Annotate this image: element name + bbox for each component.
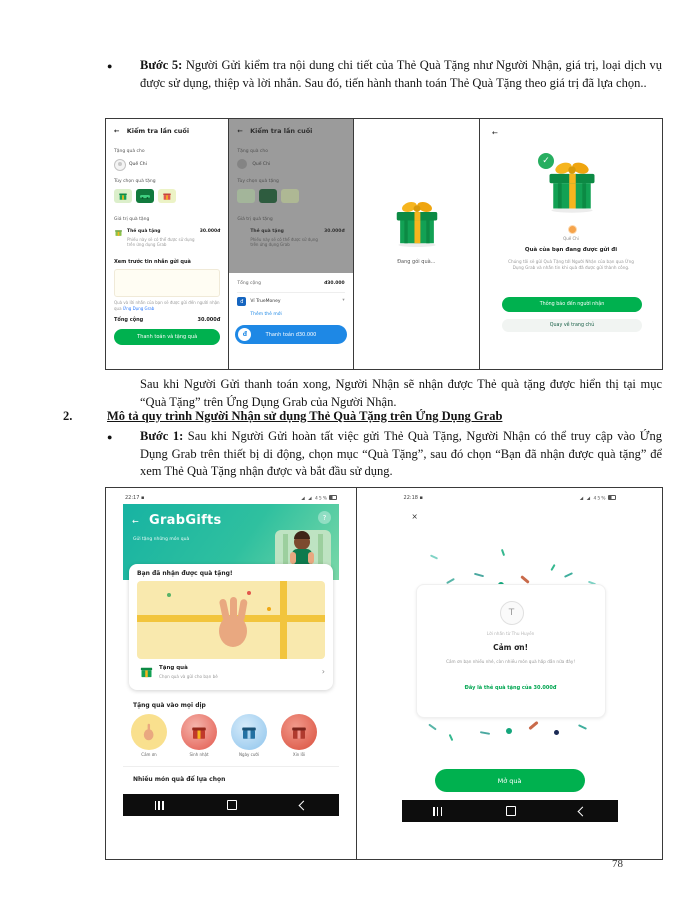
terms-note [114,300,220,311]
confetti-piece [564,572,573,578]
gift-thumbnail-dim [259,189,277,203]
gift-hand-illustration [137,581,325,659]
gift-thumbnail-1[interactable] [114,189,132,203]
sent-description: Chúng tôi sẽ gửi Quà Tặng tới Người Nhận của bạn qua Ứng Dụng Grab và nhắn tin khi quà đã được gửi thành công. [508,259,634,271]
confetti-piece [506,728,512,734]
home-icon[interactable] [227,800,237,810]
occasion-item-birthday[interactable] [181,714,217,757]
phone-gift-message [402,494,618,839]
status-time: 22:17 ▪ [125,495,145,501]
status-icons: ◢ ◢ 45% [301,495,337,501]
divider [237,292,344,293]
recipient-avatar [114,159,126,171]
give-to-label-dim: Tặng quà cho [237,149,268,154]
gift-card-price-dim: 30.000đ [324,229,345,234]
android-nav-bar [402,800,618,822]
gift-icon [118,191,128,201]
back-nav-icon[interactable] [577,806,587,816]
wallet-badge: đ [240,298,244,305]
screen-payment [229,119,353,369]
gift-card-note: Phiếu này sẽ có thể được sử dụng trên ứng dụng Grab [127,237,195,248]
open-gift-button[interactable] [435,769,585,792]
confetti-piece [167,593,171,597]
recipient-name: Quế Chi [129,162,147,167]
chevron-down-icon: ▾ [342,298,345,303]
help-icon[interactable]: ? [318,511,331,524]
step5-paragraph [140,57,662,92]
give-gift-row-title: Tặng quà [159,665,188,671]
confetti-piece [528,721,538,730]
gift-card-price: 30.000đ [199,229,221,234]
checkout-header-dim [237,127,312,135]
screen-gift-message [357,488,662,859]
status-icons: ◢ ◢ 45% [580,495,616,501]
screen-checkout [106,119,229,369]
battery-percent: 45% [593,496,607,502]
gift-message-card [416,584,606,718]
gift-option-thumbnails [114,189,176,203]
occasion-label: Cảm ơn [141,752,157,757]
terms-text: Quà và lời nhắn của bạn sẽ được gửi đến người nhận qua [114,300,220,311]
phone-grabgifts [123,494,339,834]
gift-icon [290,723,308,741]
back-home-button-label: Quay về trang chủ [549,323,595,328]
give-to-label: Tặng quà cho [114,149,145,154]
confetti-piece [267,607,271,611]
confetti-piece [550,564,555,571]
gift-thumbnail-3[interactable] [158,189,176,203]
more-gifts-title: Nhiều món quà để lựa chọn [133,776,226,783]
back-arrow-icon[interactable]: ← [114,127,120,135]
total-label: Tổng cộng [114,317,144,323]
confetti-piece [554,730,559,735]
list-bullet: ● [107,432,113,442]
confetti-piece [578,724,587,730]
pay-total-label: Tổng cộng [237,281,261,286]
section-heading: Mô tả quy trình Người Nhận sử dụng Thẻ Quà Tặng trên Ứng Dụng Grab [107,409,503,423]
confetti-piece [428,724,437,731]
gift-box-illustration [390,197,444,249]
occasion-list [131,714,317,757]
checkout-title: Kiểm tra lần cuối [126,127,190,135]
page-number: 78 [612,858,623,870]
back-home-button[interactable] [502,319,642,332]
preview-label: Xem trước tin nhắn gửi quà [114,259,191,265]
screenshot-strip-step1 [105,487,663,860]
gift-thumbnail-dim [281,189,299,203]
step1-label: Bước 1: [140,429,184,443]
status-time: 22:18 ▪ [403,495,423,501]
section-number: 2. [63,409,73,423]
close-icon[interactable]: × [411,512,418,521]
occasion-label: Xin lỗi [292,752,306,757]
confetti-piece [500,549,504,556]
back-arrow-icon: ← [237,127,243,135]
recipient-name-dim: Quế Chi [252,162,271,167]
pay-and-gift-button[interactable] [114,329,220,345]
recipient-avatar-dim [237,159,247,169]
recents-icon[interactable] [433,807,442,816]
confetti-piece [473,573,483,578]
occasion-circle [231,714,267,750]
give-gift-row-subtitle: Chọn quà và gửi cho bạn bè [159,674,218,679]
confetti-piece [448,734,453,741]
back-arrow-icon[interactable]: ← [132,517,139,526]
gift-options-label: Tùy chọn quà tặng [114,179,156,184]
checkout-title-dim: Kiểm tra lần cuối [250,127,313,135]
gift-card-name-dim: Thẻ quà tặng [250,229,284,234]
gift-card-note-dim: Phiếu này sẽ có thể được sử dụng trên ứng dụng Grab [250,237,318,248]
step5-text: Người Gửi kiểm tra nội dung chi tiết của Thẻ Quà Tặng như Người Nhận, giá trị, loại dịch vụ được sử dụng, thiệp và lời nhắn. Sau đó, tiến hành thanh toán Thẻ Quà Tặng theo giá trị đã lựa chọn.. [140,58,662,90]
list-bullet: ● [107,61,113,71]
app-title: GrabGifts [149,513,222,528]
screen-wrapping [354,119,480,369]
hand-icon [211,597,257,649]
pay-coin-icon: đ [238,328,251,341]
gift-card-icon [114,228,123,237]
total-value: 30.000đ [197,317,221,323]
message-preview-box[interactable] [114,269,220,297]
notify-recipient-button[interactable] [502,297,642,312]
pay-blue-button-label: Thanh toán đ30.000 [265,331,317,338]
from-line: Lời nhắn từ Thu Huyền [486,631,535,636]
gift-value-line: Đây là thẻ quà tặng của 30.000đ [464,685,557,691]
step1-paragraph [140,428,662,481]
gift-value-label-dim: Giá trị quà tặng [237,217,273,222]
back-arrow-icon[interactable]: ← [491,129,498,137]
open-gift-button-label: Mở quà [497,776,522,785]
car-icon [139,192,151,200]
chevron-right-icon[interactable]: › [321,667,325,676]
after-table-paragraph: Sau khi Người Gửi thanh toán xong, Người Nhận sẽ nhận được Thẻ quà tặng được hiển thị tại mục “Quà Tặng” trên Ứng Dụng Grab của Người Nhận. [140,377,662,409]
step1-text: Sau khi Người Gửi hoàn tất việc gửi Thẻ Quà Tặng, Người Nhận có thể truy cập vào Ứng Dụng Grab trên thiết bị di động, chọn mục “Quà Tặng”, sau đó chọn “Bạn đã nhận được quà tặng” để xem Thẻ Quà Tặng nhận được và bắt đầu sử dụng. [140,429,662,478]
confetti-piece [429,554,437,559]
battery-percent: 45% [314,496,328,502]
sent-title: Quà của bạn đang được gửi đi [524,247,618,253]
check-icon: ✓ [536,151,556,171]
pay-and-gift-button-label: Thanh toán và tặng quà [137,334,198,340]
gift-card-name: Thẻ quà tặng [127,229,161,234]
pay-total-value: đ30.000 [324,281,345,286]
wallet-icon [237,297,246,306]
divider [123,766,339,767]
confetti-piece [247,591,251,595]
screen-grabgifts-home [106,488,357,859]
battery-icon [329,495,337,501]
checkout-header [114,127,189,135]
back-nav-icon[interactable] [299,800,309,810]
confetti-piece [479,731,489,735]
occasion-item-sorry[interactable] [281,714,317,757]
gift-sent-illustration [542,157,602,215]
add-card-link[interactable]: Thêm thẻ mới [250,312,282,317]
greeting-title: Cảm ơn! [493,643,528,652]
wrapping-caption: Đang gói quà... [397,259,436,265]
status-bar [125,494,337,502]
occasion-circle [181,714,217,750]
occasion-label: Ngày cưới [239,752,259,757]
screenshot-strip-step5 [105,118,663,370]
occasion-circle [281,714,317,750]
message-text: Cảm ơn bạn nhiều nhé, còn nhiều món quà hấp dẫn nữa đây! [446,659,576,664]
step5-label: Bước 5: [140,58,183,72]
occasion-item-thanks[interactable] [131,714,167,757]
gift-icon [139,664,154,679]
gift-icon [162,191,172,201]
android-nav-bar [123,794,339,816]
gift-icon [240,723,258,741]
notify-recipient-button-label: Thông báo đến người nhận [539,302,605,307]
payment-method-row[interactable]: Ví TrueMoney [250,299,281,304]
screen-sent [480,119,662,369]
received-gift-card[interactable] [129,564,333,690]
gift-thumbnail-2[interactable] [136,189,154,203]
confetti-piece [520,575,530,584]
recipient-chip-icon [568,225,577,234]
terms-link[interactable]: Ứng Dụng Grab [122,305,155,311]
recipient-chip-name: Quế Chi [563,236,579,241]
banner-title: Bạn đã nhận được quà tặng! [137,570,233,577]
occasions-title: Tặng quà vào mọi dịp [133,702,206,709]
recents-icon[interactable] [155,801,164,810]
battery-icon [608,495,616,501]
gift-thumbnail-dim [237,189,255,203]
hand-icon [140,723,158,741]
occasion-circle [131,714,167,750]
header-subtitle: Gửi tặng những món quà [133,537,190,542]
gift-option-thumbnails-dim [237,189,299,203]
sender-avatar: T [500,601,524,625]
gift-value-label: Giá trị quà tặng [114,217,150,222]
dim-overlay [229,119,352,273]
gift-icon [190,723,208,741]
pay-blue-button[interactable] [235,325,346,344]
gift-options-label-dim: Tùy chọn quà tặng [237,179,279,184]
occasion-label: Sinh nhật [189,752,209,757]
status-bar [404,494,616,502]
home-icon[interactable] [506,806,516,816]
occasion-item-wedding[interactable] [231,714,267,757]
